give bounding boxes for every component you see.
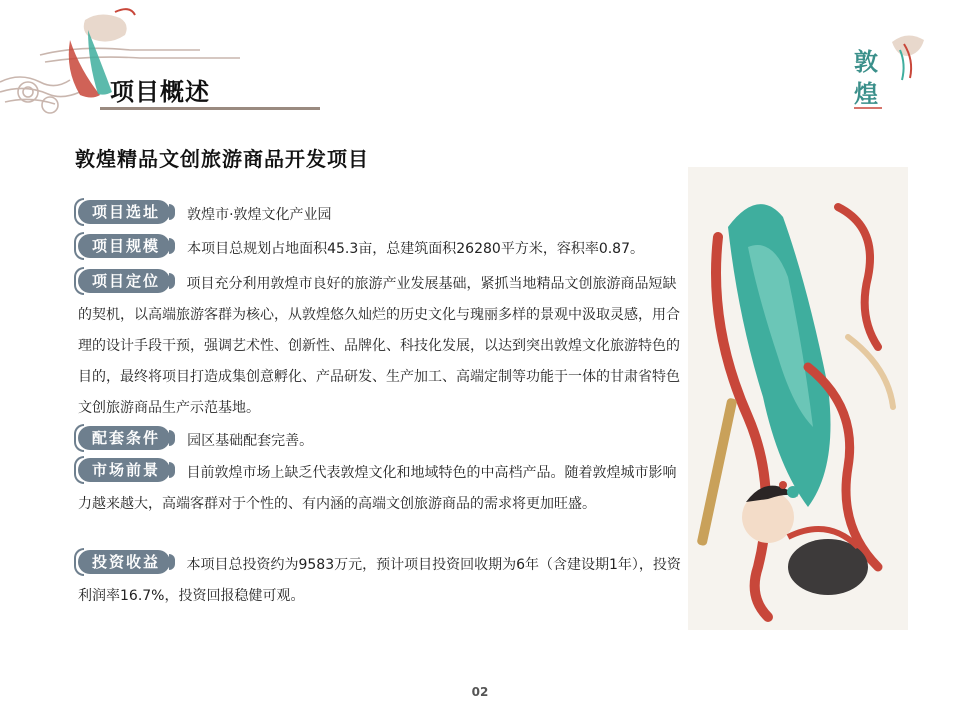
tag-market: 市场前景: [78, 458, 170, 482]
section-investment: [78, 550, 690, 612]
section-location: [78, 200, 690, 231]
section-investment-text: 本项目总投资约为9583万元，预计项目投资回收期为6年（含建设期1年），投资利润率16.7%，投资回报稳健可观。: [78, 557, 681, 604]
section-location-text: 敦煌市·敦煌文化产业园: [187, 207, 332, 223]
logo-char-1: 敦: [854, 47, 878, 76]
tag-scale: 项目规模: [78, 234, 170, 258]
logo-char-2: 煌: [854, 79, 878, 108]
section-scale-text: 本项目总规划占地面积45.3亩，总建筑面积26280平方米，容积率0.87。: [187, 241, 644, 257]
apsara-illustration-icon: [688, 167, 908, 630]
page-number: 02: [471, 685, 489, 699]
section-positioning: [78, 269, 690, 424]
section-scale: [78, 234, 690, 265]
tag-location: 项目选址: [78, 200, 170, 224]
tag-positioning: 项目定位: [78, 269, 170, 293]
section-market-text: 目前敦煌市场上缺乏代表敦煌文化和地域特色的中高档产品。随着敦煌城市影响力越来越大，高端客群对于个性的、有内涵的高端文创旅游商品的需求将更加旺盛。: [78, 465, 677, 512]
section-facilities-text: 园区基础配套完善。: [187, 433, 314, 449]
cloud-decoration-icon: [0, 0, 330, 130]
tag-facilities: 配套条件: [78, 426, 170, 450]
header-title: 项目概述: [110, 78, 210, 106]
dunhuang-logo-icon: [852, 30, 932, 130]
section-facilities: [78, 426, 690, 457]
section-market: [78, 458, 690, 520]
page-heading: 敦煌精品文创旅游商品开发项目: [75, 147, 369, 171]
header-divider: [100, 107, 320, 110]
section-positioning-text: 项目充分利用敦煌市良好的旅游产业发展基础，紧抓当地精品文创旅游商品短缺的契机，以高端旅游客群为核心，从敦煌悠久灿烂的历史文化与瑰丽多样的景观中汲取灵感，用合理的设计手段干预，强调艺术性、创新性、品牌化、科技化发展，以达到突出敦煌文化旅游特色的目的，最终将项目打造成集创意孵化、产品研发、生产加工、高端定制等功能于一体的甘肃省特色文创旅游商品生产示范基地。: [78, 276, 680, 416]
tag-investment: 投资收益: [78, 550, 170, 574]
